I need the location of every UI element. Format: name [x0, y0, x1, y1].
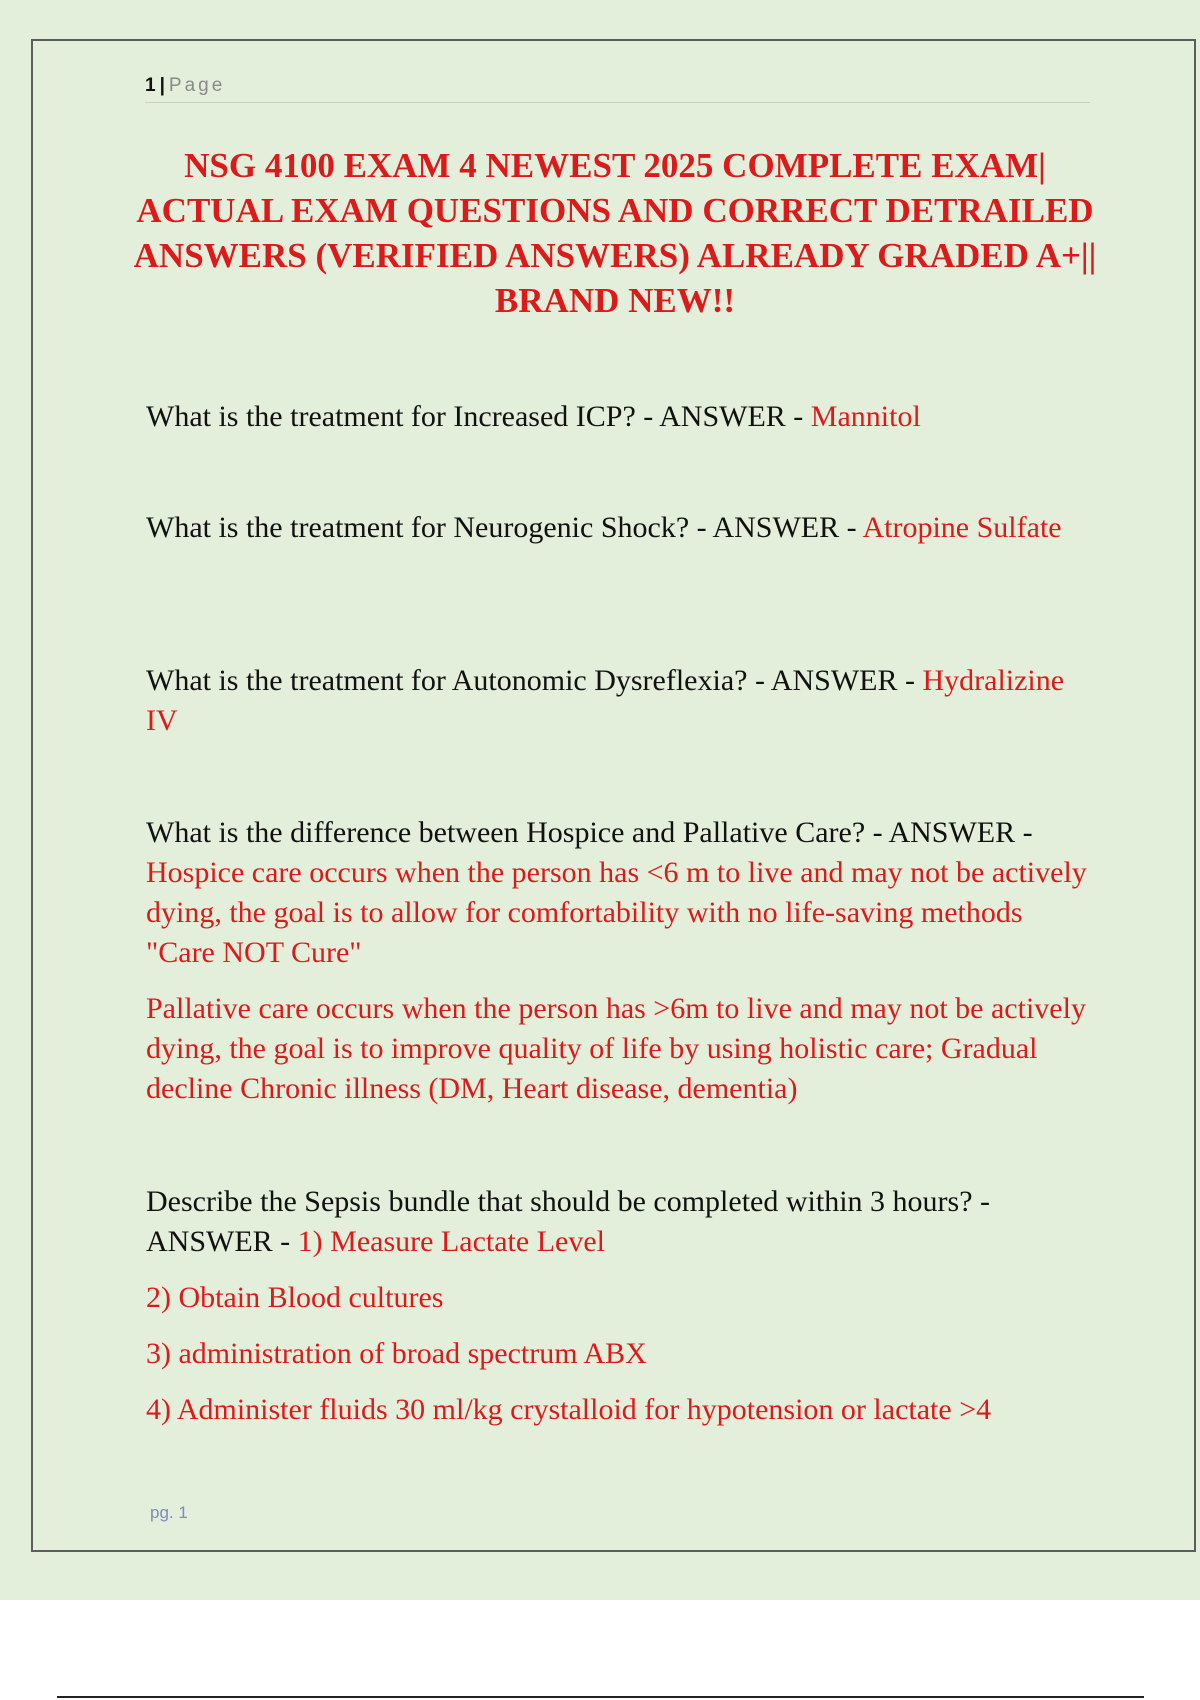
qa-item-autonomic-dysreflexia: [146, 661, 1091, 741]
header-page-word: Page: [168, 75, 226, 96]
answer-continuation: Pallative care occurs when the person has >6m to live and may not be actively dying, the goal is to improve quality of life by using holistic care; Gradual decline Chronic illness (DM, Heart disease, dementia): [146, 992, 1086, 1105]
question-text: What is the treatment for Neurogenic Shock? - ANSWER -: [146, 511, 863, 544]
answer-text: Hospice care occurs when the person has <6 m to live and may not be actively dying, the goal is to allow for comfortability with no life-saving methods "Care NOT Cure": [146, 856, 1087, 969]
question-text: What is the treatment for Increased ICP? - ANSWER -: [146, 400, 811, 433]
answer-list-item: 4) Administer fluids 30 ml/kg crystalloid for hypotension or lactate >4: [146, 1393, 992, 1426]
qa-paragraph: [146, 661, 1091, 741]
document-title: NSG 4100 EXAM 4 NEWEST 2025 COMPLETE EXAM| ACTUAL EXAM QUESTIONS AND CORRECT DETRAILED ANSWERS (VERIFIED ANSWERS) ALREADY GRADED A+|| BRAND NEW!!: [133, 146, 1097, 320]
qa-paragraph: [146, 508, 1091, 548]
qa-paragraph: [146, 397, 1091, 437]
question-text: What is the difference between Hospice and Pallative Care? - ANSWER -: [146, 816, 1033, 849]
qa-item-icp: [146, 397, 1091, 437]
header-separator: |: [159, 75, 165, 96]
answer-list-item: 3) administration of broad spectrum ABX: [146, 1337, 647, 1370]
page-header: [145, 73, 1090, 103]
bottom-divider: [57, 1696, 1144, 1698]
qa-paragraph: [146, 1182, 1091, 1262]
qa-item-neurogenic-shock: [146, 508, 1091, 548]
qa-paragraph: [146, 813, 1091, 973]
answer-text: Hydralizine IV: [146, 664, 1065, 737]
question-text: Describe the Sepsis bundle that should be completed within 3 hours? - ANSWER -: [146, 1185, 990, 1258]
answer-text: Mannitol: [810, 400, 921, 433]
question-text: What is the treatment for Autonomic Dysreflexia? - ANSWER -: [146, 664, 923, 697]
answer-text: 1) Measure Lactate Level: [297, 1225, 605, 1258]
page-footer-label: pg. 1: [150, 1503, 188, 1522]
qa-item-sepsis-bundle: [146, 1182, 1091, 1430]
answer-text: Atropine Sulfate: [862, 511, 1062, 544]
header-page-number: 1: [145, 75, 156, 96]
qa-item-hospice-pallative: [146, 813, 1091, 1109]
answer-list-item: 2) Obtain Blood cultures: [146, 1281, 444, 1314]
